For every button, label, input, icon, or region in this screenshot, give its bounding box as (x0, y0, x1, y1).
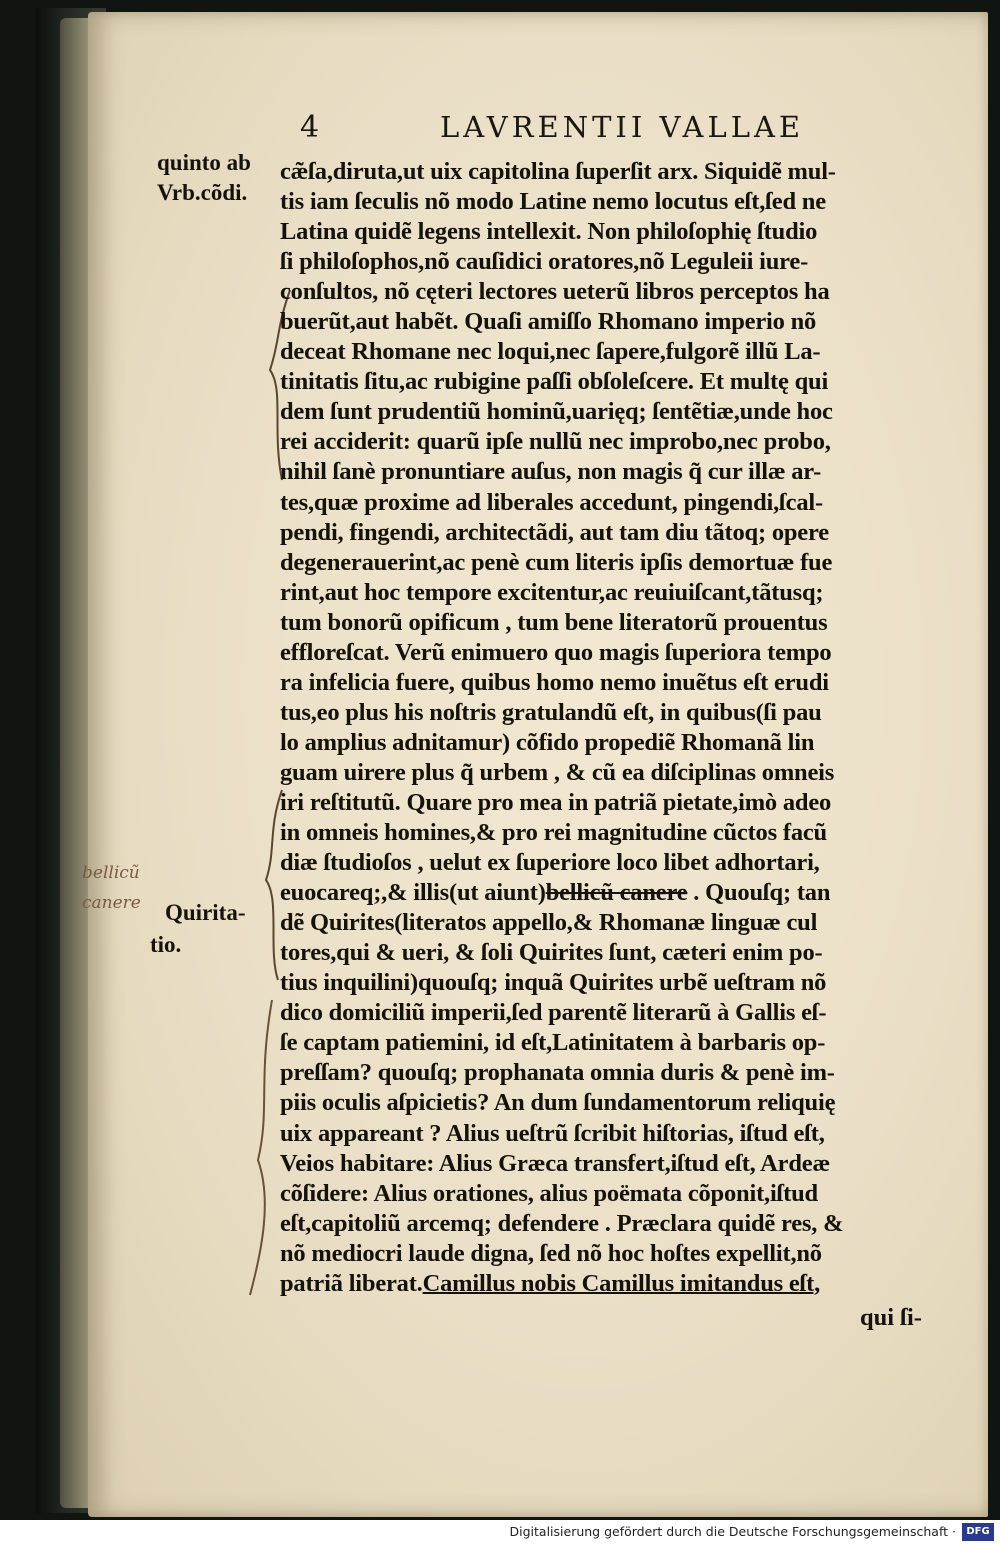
text-line: pendi, fingendi, architectãdi, aut tam diu tãtoq; opere (280, 518, 829, 546)
text-line: deceat Rhomane nec loqui,nec ſapere,fulgorẽ illũ La- (280, 338, 821, 366)
folio-number: 4 (300, 110, 320, 145)
text-line: dẽ Quirites(literatos appello,& Rhomanæ linguæ cul (280, 909, 818, 937)
handwritten-margin-note: bellicũ canere (82, 863, 141, 913)
text-line: ſe captam patiemini, id eſt,Latinitatem à barbaris op- (280, 1029, 826, 1057)
text-line: preſſam? quouſq; prophanata omnia duris & penè im- (280, 1059, 835, 1087)
text-line: effloreſcat. Verũ enimuero quo magis ſuperiora tempo (280, 638, 832, 666)
text-segment: patriã liberat. (280, 1269, 423, 1297)
text-line: lo amplius adnitamur) cõfido propediẽ Rhomanã lin (280, 728, 815, 756)
margin-note-2-line-1: Quirita- (165, 900, 246, 925)
text-line: eſt,capitoliũ arcemq; defendere . Præclara quidẽ res, & (280, 1209, 844, 1237)
dfg-logo: DFG (962, 1523, 994, 1541)
struck-phrase: bellicũ canere (545, 879, 688, 907)
text-line: dico domiciliũ imperii,ſed parentẽ literarũ à Gallis eſ- (280, 999, 827, 1027)
text-line: tius inquilini)quouſq; inquã Quirites urbẽ ueſtram nõ (280, 969, 827, 997)
text-line: tus,eo plus his noſtris gratulandũ eſt, in quibus(ſi pau (280, 698, 822, 726)
text-line: cõſidere: Alius orationes, alius poëmata cõponit,iſtud (280, 1179, 818, 1207)
text-line: in omneis homines,& pro rei magnitudine cũctos facũ (280, 819, 827, 847)
margin-note-2-line-2: tio. (150, 932, 182, 957)
text-line: tinitatis ſitu,ac rubigine paſſi obſoleſcere. Et multę qui (280, 368, 829, 396)
text-line: Latina quidẽ legens intellexit. Non philoſophię ſtudio (280, 218, 818, 246)
text-line: tores,qui & ueri, & ſoli Quirites ſunt, cæteri enim po- (280, 939, 823, 967)
text-segment: euocareq;,& illis(ut aiunt) (280, 879, 546, 907)
footer-bar (0, 1520, 1000, 1546)
main-text-block (280, 157, 945, 1299)
text-line: tum bonorũ opificum , tum bene literatorũ prouentus (280, 608, 828, 636)
text-line: conſultos, nõ cęteri lectores ueterũ libros perceptos ha (280, 278, 830, 306)
text-line: guam uirere plus q̃ urbem , & cũ ea diſciplinas omneis (280, 758, 835, 786)
text-line: iri reſtitutũ. Quare pro mea in patriã pietate,imò adeo (280, 788, 832, 816)
text-line: nõ mediocri laude digna, ſed nõ hoc hoſtes expellit,nõ (280, 1239, 822, 1267)
text-line: piis oculis aſpicietis? An dum ſundamentorum reliquię (280, 1089, 836, 1117)
underlined-phrase: Camillus nobis Camillus imitandus eſt, (422, 1269, 821, 1297)
text-line: ra infelicia fuere, quibus homo nemo inuẽtus eſt erudi (280, 668, 829, 696)
footer-credit: Digitalisierung gefördert durch die Deutsche Forschungsgemeinschaft · (509, 1524, 956, 1539)
text-line: nihil ſanè pronuntiare auſus, non magis q̃ cur illæ ar- (280, 458, 822, 486)
text-line: rint,aut hoc tempore excitentur,ac reuiuiſcant,tãtusq; (280, 578, 824, 606)
text-segment: . Quouſq; tan (687, 879, 831, 907)
catchword: qui ſi- (860, 1304, 922, 1331)
text-line-with-underline (280, 1269, 945, 1299)
running-head: LAVRENTII VALLAE (440, 110, 805, 144)
text-line: Veios habitare: Alius Græca transfert,iſtud eſt, Ardeæ (280, 1149, 830, 1177)
margin-note-1-line-2: Vrb.cõdi. (157, 180, 248, 205)
text-line: dem ſunt prudentiũ hominũ,uarięq; ſentẽtiæ,unde hoc (280, 398, 833, 426)
text-line-with-strike (280, 878, 945, 908)
text-line: uix appareant ? Alius ueſtrũ ſcribit hiſtorias, iſtud eſt, (280, 1119, 825, 1147)
text-line: tis iam ſeculis nõ modo Latine nemo locutus eſt,ſed ne (280, 188, 826, 216)
margin-note-1-line-1: quinto ab (157, 150, 251, 175)
text-line: rei acciderit: quarũ ipſe nullũ nec improbo,nec probo, (280, 428, 831, 456)
text-line: ſi philoſophos,nõ cauſidici oratores,nõ Leguleii iure- (280, 248, 809, 276)
text-line: cæ̃ſa,diruta,ut uix capitolina ſuperſit arx. Siquidẽ mul- (280, 158, 836, 185)
text-line: buerũt,aut habẽt. Quaſi amiſſo Rhomano imperio nõ (280, 308, 817, 336)
text-line: tes,quæ proxime ad liberales accedunt, pingendi,ſcal- (280, 488, 823, 516)
text-line: diæ ſtudioſos , uelut ex ſuperiore loco libet adhortari, (280, 849, 820, 877)
text-line: degenerauerint,ac penè cum literis ipſis demortuæ fue (280, 548, 833, 576)
